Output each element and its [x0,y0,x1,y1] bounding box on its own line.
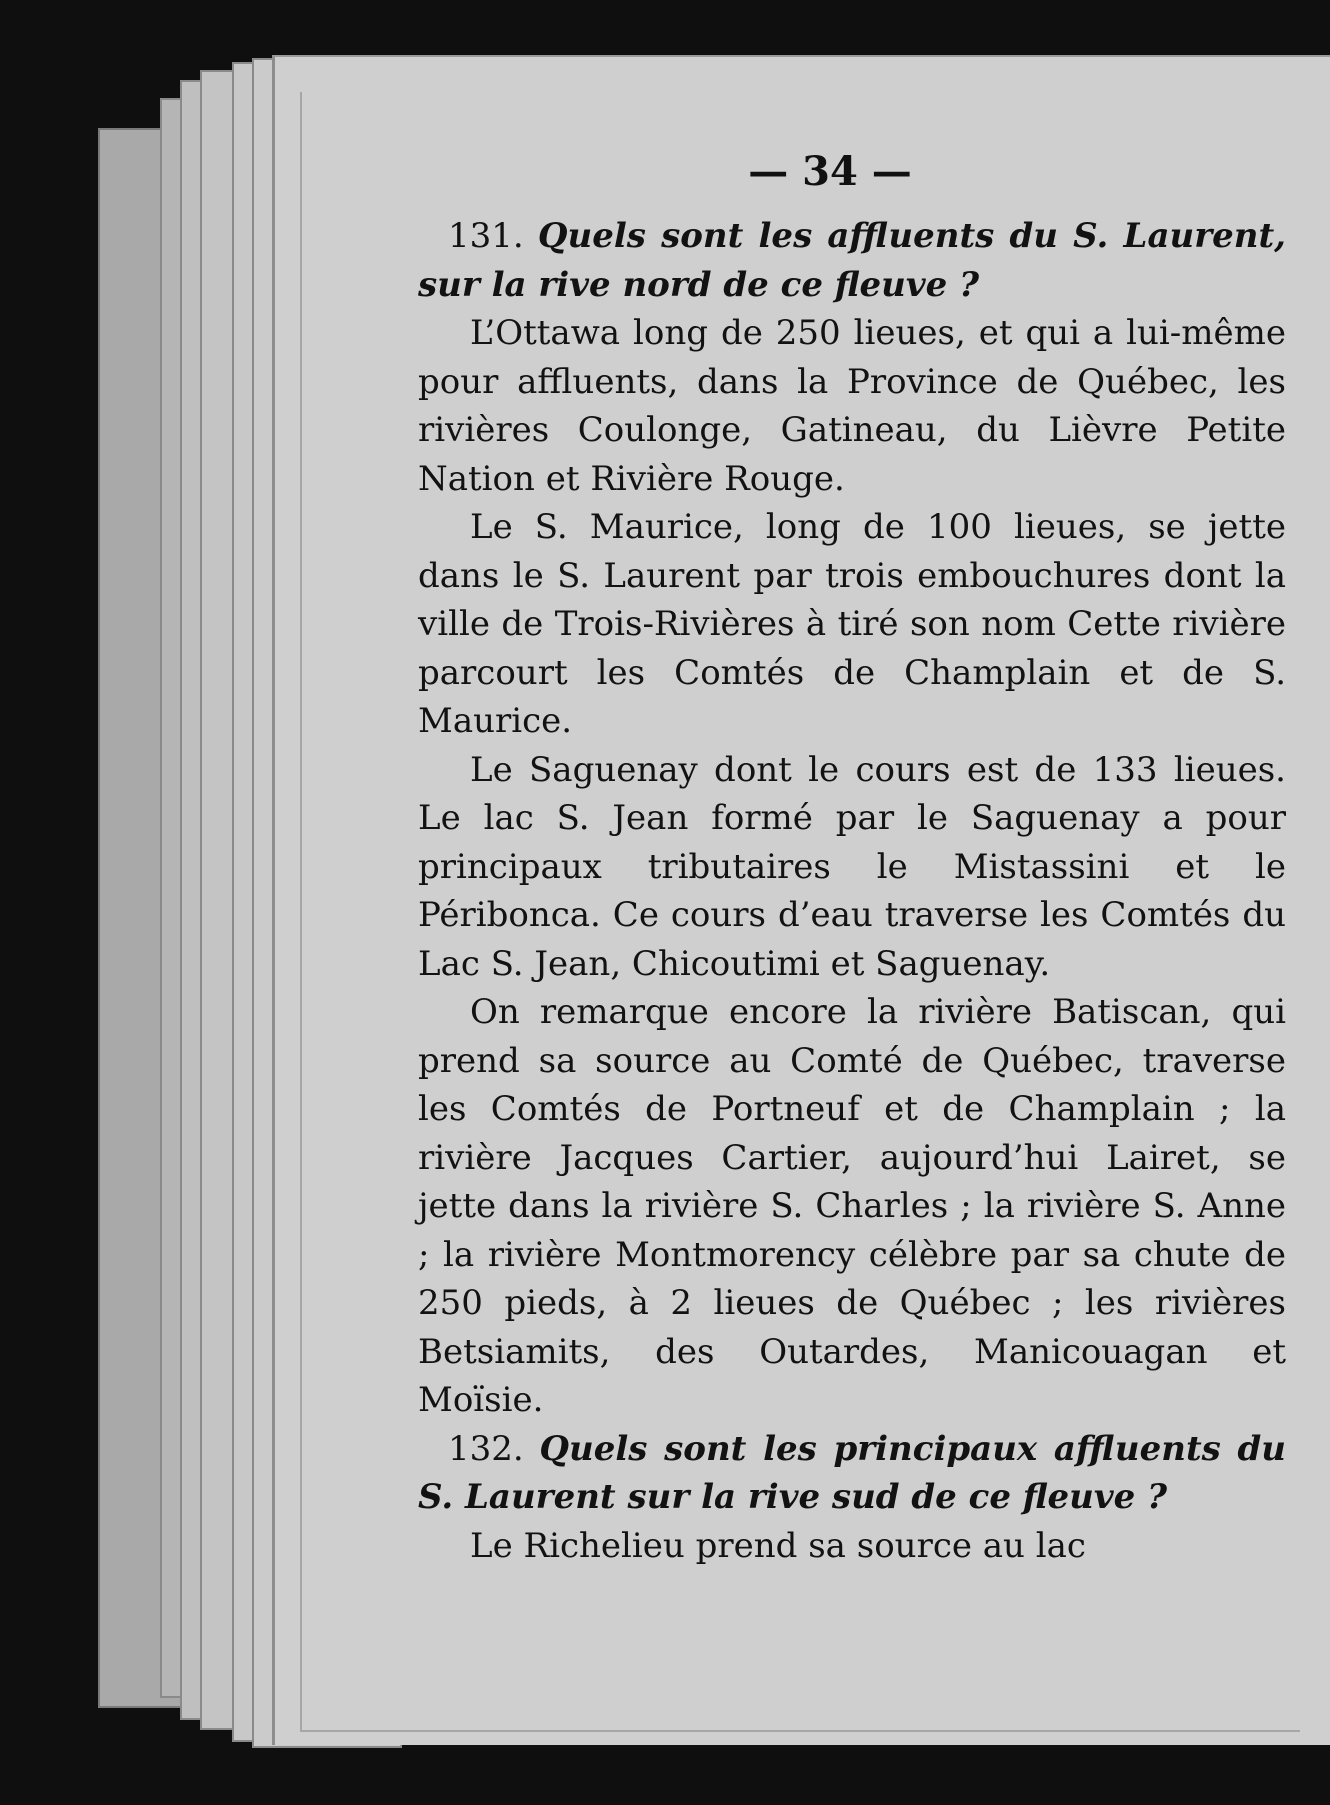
answer-paragraph: On remarque encore la rivière Batiscan, qui prend sa source au Comté de Québec, traverse les Comtés de Portneuf et de Champlain ; la rivière Jacques Cartier, aujourd’hui Lairet, se jette dans la rivière S. Charles ; la rivière S. Anne ; la rivière Montmorency célèbre par sa chute de 250 pieds, à 2 lieues de Québec ; les rivières Betsiamits, des Outardes, Manicouagan et Moïsie. [418,992,1286,1420]
question-text: Quels sont les affluents du S. Laurent, sur la rive nord de ce fleuve ? [418,216,1287,305]
page-text [418,212,1286,1570]
question-132 [418,1425,1286,1522]
question-number: 131. [448,216,524,256]
answer-paragraph: Le Saguenay dont le cours est de 133 lieues. Le lac S. Jean formé par le Saguenay a pour principaux tributaires le Mistassini et le Péribonca. Ce cours d’eau traverse les Comtés du Lac S. Jean, Chicoutimi et Saguenay. [418,749,1286,984]
question-text: Quels sont les principaux affluents du S. Laurent sur la rive sud de ce fleuve ? [418,1428,1286,1517]
question-number: 132. [448,1428,524,1469]
answer-paragraph: Le Richelieu prend sa source au lac [470,1525,1086,1566]
answer-paragraph: L’Ottawa long de 250 lieues, et qui a lui-même pour affluents, dans la Province de Québec, les rivières Coulonge, Gatineau, du Lièvre Petite Nation et Rivière Rouge. [418,313,1286,499]
answer-paragraph: Le S. Maurice, long de 100 lieues, se jette dans le S. Laurent par trois embouchures dont la ville de Trois-Rivières à tiré son nom Cette rivière parcourt les Comtés de Champlain et de S. Maurice. [418,507,1286,741]
page-number: — 34 — [748,148,912,195]
question-131 [418,212,1286,309]
